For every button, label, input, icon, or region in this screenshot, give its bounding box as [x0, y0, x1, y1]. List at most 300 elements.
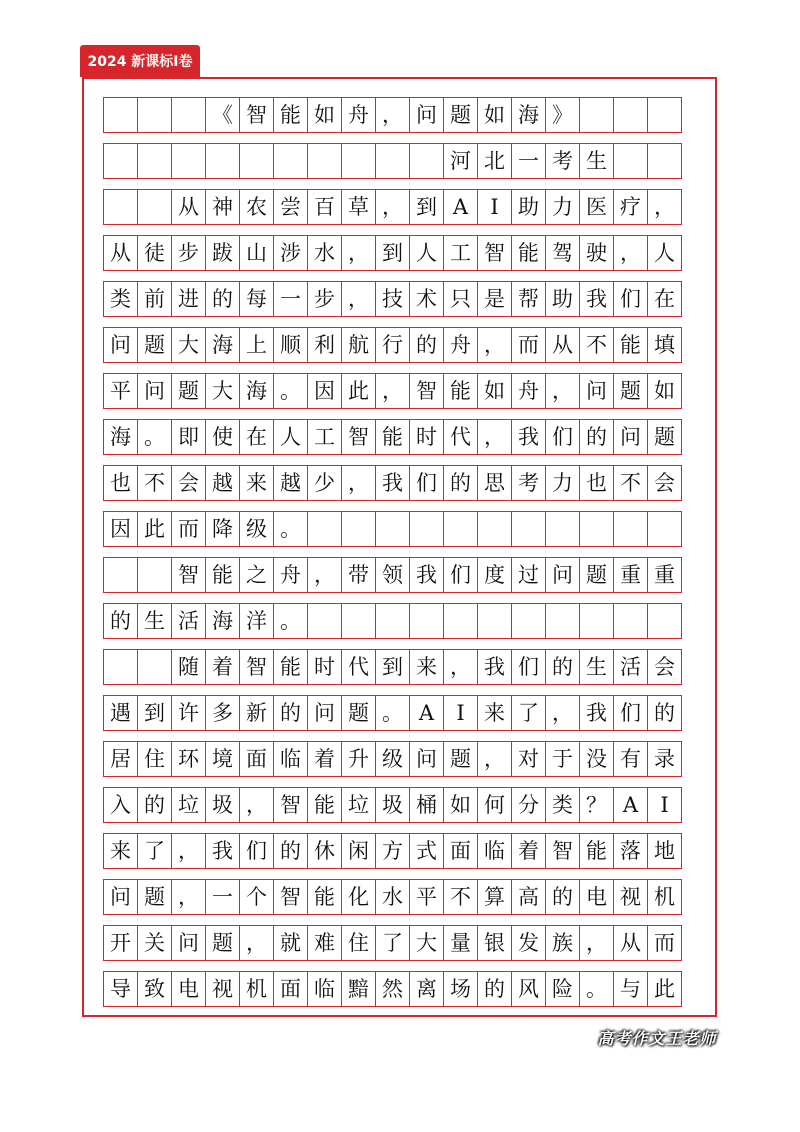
grid-cell: ，	[375, 373, 410, 409]
grid-cell: 考	[545, 143, 580, 179]
grid-cell: ，	[375, 97, 410, 133]
grid-cell: 银	[477, 925, 512, 961]
grid-row	[103, 971, 698, 1007]
grid-row	[103, 925, 698, 961]
grid-cell: 平	[103, 373, 138, 409]
grid-cell: 风	[511, 971, 546, 1007]
grid-cell: 住	[341, 925, 376, 961]
grid-cell: 平	[409, 879, 444, 915]
grid-cell: 环	[171, 741, 206, 777]
grid-cell	[613, 603, 648, 639]
grid-cell: 。	[273, 511, 308, 547]
grid-cell: I	[647, 787, 682, 823]
grid-cell: 来	[409, 649, 444, 685]
grid-cell: 重	[647, 557, 682, 593]
grid-cell	[137, 557, 172, 593]
grid-cell: 的	[647, 695, 682, 731]
grid-cell: 助	[511, 189, 546, 225]
grid-cell: 题	[647, 419, 682, 455]
grid-cell: 然	[375, 971, 410, 1007]
grid-cell: 桶	[409, 787, 444, 823]
grid-cell: 临	[477, 833, 512, 869]
grid-cell: 智	[477, 235, 512, 271]
grid-cell	[341, 511, 376, 547]
grid-cell: ，	[375, 189, 410, 225]
grid-cell: 能	[273, 97, 308, 133]
grid-cell: 对	[511, 741, 546, 777]
grid-cell	[307, 143, 342, 179]
grid-cell: 智	[341, 419, 376, 455]
grid-cell: 舟	[341, 97, 376, 133]
grid-cell: 题	[443, 97, 478, 133]
grid-cell: 场	[443, 971, 478, 1007]
grid-cell	[239, 143, 274, 179]
grid-cell: 发	[511, 925, 546, 961]
grid-cell: 于	[545, 741, 580, 777]
grid-cell: 多	[205, 695, 240, 731]
grid-cell: 就	[273, 925, 308, 961]
grid-cell: 录	[647, 741, 682, 777]
grid-cell: 休	[307, 833, 342, 869]
grid-cell: ？	[579, 787, 614, 823]
grid-cell: 个	[239, 879, 274, 915]
grid-cell: 来	[103, 833, 138, 869]
grid-cell: 问	[613, 419, 648, 455]
grid-cell: 到	[409, 189, 444, 225]
grid-cell: 能	[613, 327, 648, 363]
grid-cell: 一	[511, 143, 546, 179]
grid-cell: 思	[477, 465, 512, 501]
grid-cell: 此	[647, 971, 682, 1007]
grid-cell: 族	[545, 925, 580, 961]
grid-cell: A	[409, 695, 444, 731]
grid-cell: 驾	[545, 235, 580, 271]
grid-cell	[409, 603, 444, 639]
grid-cell: 海	[239, 373, 274, 409]
grid-cell: 会	[171, 465, 206, 501]
grid-cell: 的	[545, 649, 580, 685]
grid-row	[103, 557, 698, 593]
grid-cell: 能	[375, 419, 410, 455]
grid-cell: 题	[613, 373, 648, 409]
grid-row	[103, 695, 698, 731]
grid-cell: 活	[171, 603, 206, 639]
grid-cell	[647, 97, 682, 133]
grid-cell: 一	[205, 879, 240, 915]
grid-cell: ，	[307, 557, 342, 593]
grid-row	[103, 327, 698, 363]
grid-cell: ，	[171, 833, 206, 869]
grid-cell: 而	[171, 511, 206, 547]
grid-cell: 问	[579, 373, 614, 409]
grid-cell	[103, 97, 138, 133]
grid-cell: 。	[375, 695, 410, 731]
grid-cell: 关	[137, 925, 172, 961]
grid-cell: 住	[137, 741, 172, 777]
grid-cell	[647, 143, 682, 179]
grid-cell: ，	[443, 649, 478, 685]
grid-cell	[613, 143, 648, 179]
grid-cell: 人	[409, 235, 444, 271]
grid-cell	[511, 511, 546, 547]
grid-cell: 来	[477, 695, 512, 731]
grid-cell: 圾	[205, 787, 240, 823]
grid-cell: 农	[239, 189, 274, 225]
exam-badge: 2024 新课标Ⅰ卷	[80, 45, 200, 77]
grid-cell: ，	[341, 465, 376, 501]
grid-cell: ，	[579, 925, 614, 961]
grid-cell: 问	[409, 741, 444, 777]
grid-row	[103, 741, 698, 777]
grid-cell: 升	[341, 741, 376, 777]
grid-cell: 智	[171, 557, 206, 593]
grid-cell: 智	[239, 97, 274, 133]
grid-row	[103, 97, 698, 133]
grid-cell: 智	[273, 787, 308, 823]
grid-cell: ，	[613, 235, 648, 271]
grid-cell: 我	[477, 649, 512, 685]
grid-cell: 的	[205, 281, 240, 317]
grid-cell: 能	[307, 787, 342, 823]
grid-cell: 的	[409, 327, 444, 363]
grid-cell: 机	[239, 971, 274, 1007]
grid-cell: 许	[171, 695, 206, 731]
grid-cell: ，	[477, 741, 512, 777]
grid-cell: 着	[307, 741, 342, 777]
grid-cell: 工	[307, 419, 342, 455]
grid-cell: 生	[579, 649, 614, 685]
grid-cell	[341, 143, 376, 179]
grid-cell: 在	[239, 419, 274, 455]
grid-cell: 分	[511, 787, 546, 823]
grid-cell: 水	[307, 235, 342, 271]
grid-cell: 如	[443, 787, 478, 823]
grid-cell: 步	[307, 281, 342, 317]
grid-cell: 降	[205, 511, 240, 547]
grid-cell: I	[443, 695, 478, 731]
grid-cell: 从	[171, 189, 206, 225]
grid-cell: 行	[375, 327, 410, 363]
grid-cell	[647, 511, 682, 547]
grid-cell	[579, 603, 614, 639]
grid-cell: 我	[511, 419, 546, 455]
grid-row	[103, 787, 698, 823]
grid-cell: 问	[307, 695, 342, 731]
grid-cell: 我	[205, 833, 240, 869]
grid-cell: 神	[205, 189, 240, 225]
grid-cell: 化	[341, 879, 376, 915]
grid-cell	[307, 603, 342, 639]
grid-cell: 。	[273, 373, 308, 409]
grid-cell: 地	[647, 833, 682, 869]
grid-cell: 面	[443, 833, 478, 869]
grid-cell: 的	[545, 879, 580, 915]
grid-cell: 如	[477, 97, 512, 133]
grid-cell: 级	[375, 741, 410, 777]
grid-cell: 开	[103, 925, 138, 961]
grid-cell: 落	[613, 833, 648, 869]
grid-cell: 舟	[443, 327, 478, 363]
grid-cell: 临	[273, 741, 308, 777]
grid-cell: ，	[477, 419, 512, 455]
grid-cell: 从	[545, 327, 580, 363]
grid-cell: ，	[341, 281, 376, 317]
grid-cell: 生	[137, 603, 172, 639]
grid-cell: 工	[443, 235, 478, 271]
grid-row	[103, 649, 698, 685]
grid-cell: 而	[647, 925, 682, 961]
grid-row	[103, 143, 698, 179]
grid-cell	[375, 603, 410, 639]
grid-cell: 不	[579, 327, 614, 363]
grid-cell: 我	[579, 281, 614, 317]
grid-cell	[137, 97, 172, 133]
grid-cell: 在	[647, 281, 682, 317]
grid-cell: 医	[579, 189, 614, 225]
grid-cell: 力	[545, 189, 580, 225]
grid-cell: 前	[137, 281, 172, 317]
grid-cell: 闲	[341, 833, 376, 869]
grid-cell: 从	[613, 925, 648, 961]
grid-cell: 的	[443, 465, 478, 501]
grid-cell: 技	[375, 281, 410, 317]
grid-cell: 量	[443, 925, 478, 961]
grid-cell: 舟	[273, 557, 308, 593]
grid-cell: ，	[341, 235, 376, 271]
grid-cell: 涉	[273, 235, 308, 271]
grid-cell: 高	[511, 879, 546, 915]
grid-cell: 跋	[205, 235, 240, 271]
grid-cell: 的	[103, 603, 138, 639]
grid-cell: 上	[239, 327, 274, 363]
grid-cell: 之	[239, 557, 274, 593]
grid-cell: 级	[239, 511, 274, 547]
grid-cell: 度	[477, 557, 512, 593]
grid-cell: 临	[307, 971, 342, 1007]
grid-row	[103, 373, 698, 409]
grid-cell: 海	[205, 603, 240, 639]
grid-cell: 重	[613, 557, 648, 593]
grid-cell: 题	[205, 925, 240, 961]
grid-cell: 何	[477, 787, 512, 823]
grid-cell: 智	[545, 833, 580, 869]
grid-cell: 只	[443, 281, 478, 317]
grid-cell: 类	[103, 281, 138, 317]
grid-cell: ，	[239, 925, 274, 961]
grid-cell: 电	[579, 879, 614, 915]
grid-cell: 居	[103, 741, 138, 777]
grid-cell	[647, 603, 682, 639]
grid-cell: 每	[239, 281, 274, 317]
grid-cell	[103, 189, 138, 225]
grid-cell: 代	[341, 649, 376, 685]
grid-cell: 离	[409, 971, 444, 1007]
watermark: 高考作文王老师	[597, 1028, 717, 1048]
grid-cell: 没	[579, 741, 614, 777]
grid-cell: 能	[205, 557, 240, 593]
grid-cell: ，	[171, 879, 206, 915]
grid-cell	[103, 143, 138, 179]
grid-cell	[341, 603, 376, 639]
grid-cell: 的	[273, 833, 308, 869]
grid-cell: 导	[103, 971, 138, 1007]
grid-cell: 题	[341, 695, 376, 731]
grid-cell: 此	[137, 511, 172, 547]
grid-cell: 大	[409, 925, 444, 961]
grid-cell: 入	[103, 787, 138, 823]
grid-cell: 垃	[171, 787, 206, 823]
grid-row	[103, 603, 698, 639]
grid-cell: 从	[103, 235, 138, 271]
grid-row	[103, 833, 698, 869]
grid-cell: 活	[613, 649, 648, 685]
grid-cell: 来	[239, 465, 274, 501]
grid-cell: 能	[307, 879, 342, 915]
grid-cell: 生	[579, 143, 614, 179]
grid-cell	[103, 649, 138, 685]
grid-cell	[273, 143, 308, 179]
grid-cell: 了	[375, 925, 410, 961]
grid-cell	[477, 603, 512, 639]
grid-row	[103, 879, 698, 915]
grid-cell: 智	[239, 649, 274, 685]
grid-cell: 黯	[341, 971, 376, 1007]
grid-cell: 问	[409, 97, 444, 133]
grid-row	[103, 281, 698, 317]
grid-row	[103, 511, 698, 547]
grid-cell: 如	[647, 373, 682, 409]
grid-cell: 洋	[239, 603, 274, 639]
grid-cell: ，	[239, 787, 274, 823]
grid-cell: 面	[273, 971, 308, 1007]
grid-cell	[511, 603, 546, 639]
grid-cell: 会	[647, 465, 682, 501]
grid-cell: 垃	[341, 787, 376, 823]
grid-cell: 大	[171, 327, 206, 363]
grid-cell: 驶	[579, 235, 614, 271]
grid-cell: 会	[647, 649, 682, 685]
grid-cell: 因	[307, 373, 342, 409]
grid-cell: 顺	[273, 327, 308, 363]
grid-row	[103, 419, 698, 455]
grid-cell: 尝	[273, 189, 308, 225]
grid-cell: 式	[409, 833, 444, 869]
grid-cell	[137, 649, 172, 685]
grid-cell: 方	[375, 833, 410, 869]
grid-cell: 时	[307, 649, 342, 685]
grid-cell	[103, 557, 138, 593]
grid-cell: 们	[613, 695, 648, 731]
grid-cell: 类	[545, 787, 580, 823]
grid-cell: 题	[137, 327, 172, 363]
grid-row	[103, 189, 698, 225]
grid-cell: 致	[137, 971, 172, 1007]
grid-cell: 们	[545, 419, 580, 455]
grid-cell: 圾	[375, 787, 410, 823]
grid-cell: ，	[545, 695, 580, 731]
grid-cell: 人	[647, 235, 682, 271]
grid-cell: 着	[205, 649, 240, 685]
grid-cell	[545, 603, 580, 639]
grid-cell: 领	[375, 557, 410, 593]
grid-cell: 的	[477, 971, 512, 1007]
grid-cell: 题	[137, 879, 172, 915]
grid-cell: 随	[171, 649, 206, 685]
grid-cell: 海	[205, 327, 240, 363]
grid-cell: 有	[613, 741, 648, 777]
grid-cell	[613, 97, 648, 133]
grid-cell: ，	[477, 327, 512, 363]
grid-cell: 能	[579, 833, 614, 869]
grid-cell: 百	[307, 189, 342, 225]
grid-cell: 航	[341, 327, 376, 363]
grid-cell	[409, 511, 444, 547]
grid-cell: 是	[477, 281, 512, 317]
grid-cell: 们	[409, 465, 444, 501]
grid-row	[103, 465, 698, 501]
grid-cell: 时	[409, 419, 444, 455]
grid-cell: 险	[545, 971, 580, 1007]
grid-cell: 力	[545, 465, 580, 501]
grid-cell: 而	[511, 327, 546, 363]
grid-cell	[375, 143, 410, 179]
grid-cell: 们	[511, 649, 546, 685]
grid-cell: 的	[137, 787, 172, 823]
grid-cell	[477, 511, 512, 547]
grid-cell: 。	[579, 971, 614, 1007]
grid-cell: 。	[273, 603, 308, 639]
grid-cell: 新	[239, 695, 274, 731]
grid-cell	[375, 511, 410, 547]
grid-cell: 海	[103, 419, 138, 455]
grid-cell	[171, 97, 206, 133]
grid-cell: 到	[375, 649, 410, 685]
grid-cell: 少	[307, 465, 342, 501]
grid-cell: 代	[443, 419, 478, 455]
grid-cell	[613, 511, 648, 547]
grid-cell: 到	[375, 235, 410, 271]
grid-cell: ，	[545, 373, 580, 409]
grid-cell: 。	[137, 419, 172, 455]
grid-cell: 问	[137, 373, 172, 409]
grid-cell: 》	[545, 97, 580, 133]
grid-cell: 着	[511, 833, 546, 869]
grid-cell: 们	[443, 557, 478, 593]
grid-cell: 山	[239, 235, 274, 271]
grid-cell: 不	[137, 465, 172, 501]
grid-cell	[443, 603, 478, 639]
grid-cell	[443, 511, 478, 547]
grid-cell: 帮	[511, 281, 546, 317]
grid-cell: 舟	[511, 373, 546, 409]
grid-cell: 也	[579, 465, 614, 501]
grid-cell: I	[477, 189, 512, 225]
grid-cell: 遇	[103, 695, 138, 731]
grid-cell	[579, 511, 614, 547]
grid-cell: 视	[613, 879, 648, 915]
grid-cell: 大	[205, 373, 240, 409]
grid-cell: 问	[545, 557, 580, 593]
grid-cell: 境	[205, 741, 240, 777]
grid-cell: 面	[239, 741, 274, 777]
grid-cell: 因	[103, 511, 138, 547]
grid-cell: 不	[613, 465, 648, 501]
grid-cell: 电	[171, 971, 206, 1007]
grid-cell: 如	[477, 373, 512, 409]
grid-cell: 算	[477, 879, 512, 915]
grid-cell: 过	[511, 557, 546, 593]
grid-cell: 术	[409, 281, 444, 317]
